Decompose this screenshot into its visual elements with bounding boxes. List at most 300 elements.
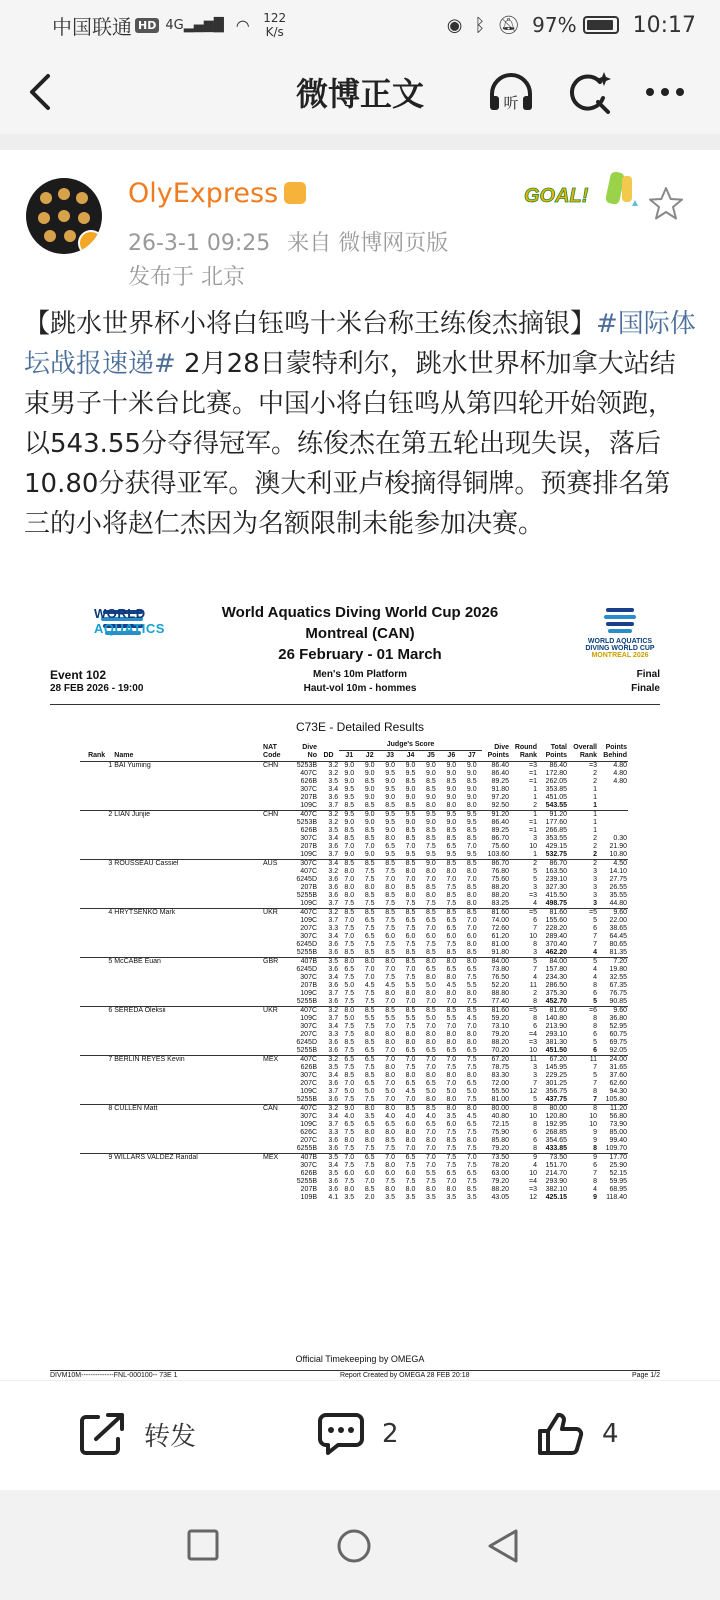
judge-7: 4.5 bbox=[466, 1113, 477, 1120]
repost-icon bbox=[78, 1411, 128, 1457]
judge-4: 6.5 bbox=[400, 1154, 420, 1163]
judge-2: 6.5 bbox=[364, 933, 375, 940]
svg-text:听: 听 bbox=[503, 94, 519, 112]
overall-rank: 5 bbox=[568, 958, 598, 967]
bluetooth-icon: ᛒ bbox=[474, 14, 486, 36]
nat-code: CAN bbox=[262, 1105, 292, 1114]
dd: 3.3 bbox=[328, 1031, 339, 1038]
rank-cell bbox=[80, 1072, 113, 1080]
dd: 3.2 bbox=[318, 909, 339, 918]
rank-cell bbox=[80, 998, 113, 1007]
judge-3: 5.5 bbox=[385, 1015, 395, 1022]
judge-5: 8.0 bbox=[426, 1137, 436, 1144]
judge-1: 7.0 bbox=[344, 843, 355, 850]
total-points: 155.60 bbox=[545, 917, 567, 924]
nat-code bbox=[262, 778, 292, 786]
dd: 3.6 bbox=[328, 1096, 339, 1103]
judge-1: 9.0 bbox=[344, 778, 355, 785]
listen-icon[interactable] bbox=[486, 68, 536, 118]
round-rank: 1 bbox=[533, 851, 537, 858]
points-behind: 9.60 bbox=[598, 909, 628, 918]
rank-cell bbox=[80, 1039, 113, 1047]
overall-rank: 6 bbox=[593, 1047, 597, 1054]
judge-3: 7.0 bbox=[385, 1080, 395, 1087]
judge-7: 8.0 bbox=[462, 1105, 482, 1114]
nat-code bbox=[262, 1170, 292, 1178]
rank-cell bbox=[80, 843, 113, 851]
athlete-name bbox=[113, 892, 262, 900]
dive-points: 91.80 bbox=[491, 949, 509, 956]
judge-4: 7.5 bbox=[405, 974, 416, 981]
post-content: 2月28日蒙特利尔，跳水世界杯加拿大站结束男子十米台比赛。中国小将白钰鸣从第四轮开始领跑，以543.55分夺得冠军。练俊杰在第五轮出现失误，落后10.80分获得亚军。澳大利亚卢梭摘得铜牌。预赛排名第三的小将赵仁杰因为名额限制未能参加决赛。 bbox=[24, 349, 676, 539]
rank-cell: 3 bbox=[80, 860, 113, 869]
rank-cell bbox=[80, 917, 113, 925]
judge-4: 8.5 bbox=[400, 1007, 420, 1016]
judge-6: 7.5 bbox=[446, 941, 457, 948]
favorite-star-icon[interactable] bbox=[646, 184, 686, 224]
overall-rank: 3 bbox=[593, 884, 597, 891]
judge-4: 8.5 bbox=[405, 827, 416, 834]
repost-label: 转发 bbox=[144, 1421, 197, 1452]
competition-dates: 26 February - 01 March bbox=[278, 646, 442, 663]
judge-3: 7.5 bbox=[385, 868, 395, 875]
judge-7: 8.5 bbox=[466, 949, 477, 956]
dive-no: 307C bbox=[300, 786, 318, 793]
points-behind: 105.80 bbox=[605, 1096, 627, 1103]
judge-5: 9.5 bbox=[421, 811, 441, 820]
table-row bbox=[80, 941, 628, 949]
comment-button[interactable] bbox=[316, 1411, 399, 1457]
round-rank: 12 bbox=[529, 1194, 537, 1201]
judge-2: 5.5 bbox=[364, 1015, 375, 1022]
round-rank: 10 bbox=[529, 933, 537, 940]
dd: 3.2 bbox=[328, 868, 339, 875]
nat-code bbox=[262, 1186, 292, 1194]
points-behind: 22.00 bbox=[609, 917, 627, 924]
rank-cell bbox=[80, 770, 113, 778]
dive-points: 81.60 bbox=[482, 909, 510, 918]
judge-7: 8.5 bbox=[466, 884, 477, 891]
dive-points: 81.00 bbox=[491, 1096, 509, 1103]
round-rank: 6 bbox=[533, 1023, 537, 1030]
dd: 3.7 bbox=[328, 900, 339, 907]
judge-2: 8.5 bbox=[364, 949, 375, 956]
round-rank: 5 bbox=[533, 1096, 537, 1103]
dive-no: 307C bbox=[300, 1072, 318, 1079]
nat-code bbox=[262, 876, 292, 884]
judge-7: 7.0 bbox=[466, 925, 477, 932]
judge-5: 8.0 bbox=[426, 868, 436, 875]
rank-cell bbox=[80, 1031, 113, 1039]
nat-code bbox=[262, 819, 292, 827]
username[interactable] bbox=[128, 178, 306, 209]
judge-7: 9.0 bbox=[462, 762, 482, 771]
judge-1: 9.0 bbox=[344, 770, 355, 777]
battery-icon bbox=[583, 16, 619, 34]
points-behind: 0.30 bbox=[613, 835, 627, 842]
dd: 3.6 bbox=[328, 1178, 339, 1185]
judge-4: 8.5 bbox=[400, 860, 420, 869]
org-name-line1: WORLD bbox=[94, 606, 146, 621]
dive-points: 86.70 bbox=[482, 860, 510, 869]
judge-7: 9.5 bbox=[466, 819, 477, 826]
judge-3: 8.0 bbox=[385, 1129, 395, 1136]
dd: 3.4 bbox=[318, 860, 339, 869]
judge-5: 3.5 bbox=[426, 1194, 436, 1201]
hashtag-link[interactable]: #国际体坛战报速递# bbox=[24, 309, 696, 379]
judge-3: 8.5 bbox=[385, 949, 395, 956]
nat-code bbox=[262, 892, 292, 900]
points-behind: 62.60 bbox=[609, 1080, 627, 1087]
nat-code: MEX bbox=[262, 1154, 292, 1163]
judge-7: 7.5 bbox=[466, 998, 477, 1005]
nat-code bbox=[262, 1064, 292, 1072]
rank-cell bbox=[80, 925, 113, 933]
col-rank: Rank bbox=[80, 740, 113, 762]
overall-rank: 4 bbox=[593, 966, 597, 973]
judge-4: 9.0 bbox=[405, 819, 416, 826]
rank-cell bbox=[80, 1113, 113, 1121]
judge-2: 7.5 bbox=[364, 868, 375, 875]
overall-rank: 3 bbox=[593, 868, 597, 875]
points-behind: 17.70 bbox=[598, 1154, 628, 1163]
judge-5: 4.0 bbox=[426, 1113, 436, 1120]
judge-4: 6.0 bbox=[405, 933, 416, 940]
judge-4: 8.0 bbox=[405, 1039, 416, 1046]
dd: 3.4 bbox=[328, 1162, 339, 1169]
round-rank: =1 bbox=[529, 827, 537, 834]
judge-5: 8.0 bbox=[426, 990, 436, 997]
dd: 3.5 bbox=[328, 1064, 339, 1071]
judge-5: 8.0 bbox=[426, 1031, 436, 1038]
nat-code bbox=[262, 1178, 292, 1186]
dive-points: 91.20 bbox=[482, 811, 510, 820]
judge-4: 7.5 bbox=[405, 941, 416, 948]
rank-cell bbox=[80, 1194, 113, 1202]
back-icon[interactable] bbox=[22, 70, 62, 114]
athlete-name: WILLARS VALDEZ Randal bbox=[113, 1154, 262, 1163]
judge-1: 8.0 bbox=[344, 884, 355, 891]
dive-points: 79.20 bbox=[491, 1145, 509, 1152]
dive-points: 79.20 bbox=[491, 1178, 509, 1185]
judge-2: 9.0 bbox=[364, 770, 375, 777]
round-rank: 2 bbox=[510, 860, 538, 869]
nav-bar bbox=[0, 50, 720, 134]
judge-3: 8.5 bbox=[385, 1137, 395, 1144]
dive-points: 72.00 bbox=[491, 1080, 509, 1087]
judge-6: 8.0 bbox=[446, 868, 457, 875]
rank-cell: 4 bbox=[80, 909, 113, 918]
round-rank: 8 bbox=[533, 1145, 537, 1152]
nat-code bbox=[262, 925, 292, 933]
dd: 3.4 bbox=[328, 1072, 339, 1079]
judge-7: 9.5 bbox=[466, 851, 477, 858]
nat-code: MEX bbox=[262, 1056, 292, 1065]
overall-rank: 8 bbox=[593, 1178, 597, 1185]
table-row bbox=[80, 1072, 628, 1080]
recent-apps-icon[interactable] bbox=[186, 1528, 220, 1562]
rank-cell bbox=[80, 876, 113, 884]
dive-no: 207B bbox=[300, 794, 318, 801]
overall-rank: 6 bbox=[593, 925, 597, 932]
points-behind: 69.75 bbox=[609, 1039, 627, 1046]
rank-cell bbox=[80, 835, 113, 843]
total-points: 163.50 bbox=[545, 868, 567, 875]
table-row bbox=[80, 1080, 628, 1088]
judge-7: 8.5 bbox=[466, 835, 477, 842]
judge-7: 6.5 bbox=[466, 1047, 477, 1054]
judge-5: 5.5 bbox=[426, 1170, 436, 1177]
total-points: 172.80 bbox=[545, 770, 567, 777]
athlete-name bbox=[113, 966, 262, 974]
points-behind: 94.30 bbox=[609, 1088, 627, 1095]
total-points: 462.20 bbox=[545, 949, 567, 956]
table-row bbox=[80, 1064, 628, 1072]
judge-3: 7.0 bbox=[380, 1154, 400, 1163]
athlete-name bbox=[113, 917, 262, 925]
overall-rank: 8 bbox=[593, 1088, 597, 1095]
judge-1: 9.5 bbox=[344, 786, 355, 793]
col-total: Total Points bbox=[538, 740, 568, 762]
points-behind: 67.35 bbox=[609, 982, 627, 989]
repost-button[interactable] bbox=[78, 1411, 196, 1457]
judge-6: 5.0 bbox=[446, 1088, 457, 1095]
dd: 3.3 bbox=[328, 1129, 339, 1136]
dd: 3.6 bbox=[328, 982, 339, 989]
judge-1: 7.5 bbox=[344, 990, 355, 997]
round-rank: 8 bbox=[533, 1015, 537, 1022]
dive-no: 5255B bbox=[296, 1178, 318, 1185]
dive-points: 40.80 bbox=[491, 1113, 509, 1120]
points-behind: 36.80 bbox=[609, 1015, 627, 1022]
athlete-name: BERLIN REYES Kevin bbox=[113, 1056, 262, 1065]
dive-no: 207B bbox=[300, 884, 318, 891]
overall-rank: 6 bbox=[593, 1031, 597, 1038]
dd: 3.5 bbox=[318, 1154, 339, 1163]
judge-6: 8.5 bbox=[441, 909, 461, 918]
athlete-name bbox=[113, 900, 262, 909]
overall-rank: 11 bbox=[568, 1056, 598, 1065]
total-points: 415.50 bbox=[545, 892, 567, 899]
overall-rank: 7 bbox=[593, 933, 597, 940]
judge-1: 8.5 bbox=[344, 802, 355, 809]
rank-cell bbox=[80, 1015, 113, 1023]
judge-4: 7.5 bbox=[405, 1178, 416, 1185]
round-rank: 8 bbox=[533, 941, 537, 948]
rank-cell bbox=[80, 827, 113, 835]
judge-1: 7.0 bbox=[344, 876, 355, 883]
judge-6: 7.5 bbox=[446, 1129, 457, 1136]
total-points: 73.50 bbox=[538, 1154, 568, 1163]
dive-points: 59.20 bbox=[491, 1015, 509, 1022]
judge-3: 7.0 bbox=[385, 1023, 395, 1030]
nat-code bbox=[262, 1080, 292, 1088]
overall-rank: 5 bbox=[593, 998, 597, 1005]
avatar[interactable] bbox=[26, 178, 102, 254]
judge-1: 8.0 bbox=[344, 868, 355, 875]
points-behind bbox=[598, 827, 628, 835]
judge-2: 8.5 bbox=[364, 892, 375, 899]
dive-no: 307C bbox=[300, 1162, 318, 1169]
dd: 3.5 bbox=[328, 827, 339, 834]
total-points: 177.60 bbox=[545, 819, 567, 826]
judge-1: 9.0 bbox=[339, 1105, 359, 1114]
judge-7: 7.5 bbox=[466, 1096, 477, 1103]
athlete-name bbox=[113, 827, 262, 835]
network-type: 4G bbox=[165, 17, 184, 33]
judge-4: 8.5 bbox=[405, 778, 416, 785]
dive-no: 307C bbox=[292, 860, 318, 869]
judge-1: 4.0 bbox=[344, 1113, 355, 1120]
judge-5: 7.0 bbox=[426, 876, 436, 883]
athlete-name bbox=[113, 876, 262, 884]
judge-6: 8.0 bbox=[446, 1039, 457, 1046]
round-rank: 1 bbox=[533, 794, 537, 801]
table-row bbox=[80, 1121, 628, 1129]
dive-points: 72.60 bbox=[491, 925, 509, 932]
dive-no: 307C bbox=[300, 1023, 318, 1030]
judge-4: 5.5 bbox=[405, 1015, 416, 1022]
diving-world-cup-logo-icon bbox=[600, 604, 640, 636]
dive-points: 74.00 bbox=[491, 917, 509, 924]
nat-code bbox=[262, 974, 292, 982]
total-points: 262.05 bbox=[545, 778, 567, 785]
dive-points: 81.60 bbox=[482, 1007, 510, 1016]
nat-code bbox=[262, 998, 292, 1007]
judge-6: 8.0 bbox=[441, 958, 461, 967]
judge-3: 9.5 bbox=[380, 811, 400, 820]
table-row bbox=[80, 998, 628, 1007]
judge-4: 7.0 bbox=[405, 998, 416, 1005]
nat-code bbox=[262, 786, 292, 794]
athlete-name bbox=[113, 1031, 262, 1039]
athlete-name: CULLEN Matt bbox=[113, 1105, 262, 1114]
rank-cell bbox=[80, 1064, 113, 1072]
dd: 3.2 bbox=[318, 762, 339, 771]
dive-no: 626B bbox=[300, 1064, 318, 1071]
rank-cell: 8 bbox=[80, 1105, 113, 1114]
search-icon[interactable] bbox=[566, 68, 612, 118]
judge-3: 7.0 bbox=[385, 966, 395, 973]
judge-5: 7.0 bbox=[426, 1145, 436, 1152]
round-rank: =3 bbox=[529, 1039, 537, 1046]
overall-rank: 2 bbox=[593, 778, 597, 785]
dd: 3.2 bbox=[328, 819, 339, 826]
dd: 3.7 bbox=[328, 1088, 339, 1095]
points-behind: 4.80 bbox=[613, 778, 627, 785]
username-text[interactable]: OlyExpress bbox=[128, 178, 279, 209]
dive-points: 80.00 bbox=[482, 1105, 510, 1114]
rank-cell bbox=[80, 1186, 113, 1194]
judge-6: 6.0 bbox=[446, 1121, 457, 1128]
post-headline: 【跳水世界杯小将白钰鸣十米台称王练俊杰摘银】 bbox=[24, 309, 597, 339]
dd: 3.6 bbox=[328, 941, 339, 948]
table-row bbox=[80, 876, 628, 884]
round-rank: 3 bbox=[533, 1064, 537, 1071]
results-document-image[interactable] bbox=[30, 596, 690, 1378]
col-dd: DD bbox=[318, 740, 339, 762]
judge-1: 7.5 bbox=[344, 1162, 355, 1169]
dive-points: 86.40 bbox=[482, 762, 510, 771]
dive-no: 407C bbox=[292, 1056, 318, 1065]
total-points: 268.85 bbox=[545, 1129, 567, 1136]
rank-cell: 1 bbox=[80, 762, 113, 771]
judge-6: 7.0 bbox=[446, 1080, 457, 1087]
round-rank: 7 bbox=[533, 1080, 537, 1087]
athlete-name bbox=[113, 851, 262, 860]
comment-icon bbox=[316, 1411, 366, 1457]
action-bar bbox=[0, 1380, 720, 1490]
judge-4: 7.5 bbox=[405, 1064, 416, 1071]
judge-5: 6.5 bbox=[426, 917, 436, 924]
judge-2: 8.5 bbox=[364, 835, 375, 842]
points-behind: 118.40 bbox=[606, 1194, 627, 1201]
round-rank: =4 bbox=[529, 1178, 537, 1185]
total-points: 353.85 bbox=[545, 786, 567, 793]
more-icon[interactable] bbox=[640, 72, 690, 112]
table-row bbox=[80, 1039, 628, 1047]
header-rule bbox=[50, 704, 660, 705]
like-count: 4 bbox=[602, 1419, 619, 1449]
judge-5: 7.0 bbox=[426, 1129, 436, 1136]
footer-page: Page 1/2 bbox=[631, 1372, 660, 1379]
round-rank: =3 bbox=[510, 762, 538, 771]
round-rank: 11 bbox=[510, 1056, 538, 1065]
overall-rank: 7 bbox=[593, 1080, 597, 1087]
rank-cell bbox=[80, 990, 113, 998]
dive-points: 79.20 bbox=[491, 1031, 509, 1038]
dive-points: 88.80 bbox=[491, 990, 509, 997]
points-behind: 85.00 bbox=[609, 1129, 627, 1136]
judge-1: 9.0 bbox=[339, 762, 359, 771]
dd: 3.5 bbox=[328, 778, 339, 785]
judge-1: 8.5 bbox=[344, 949, 355, 956]
nat-code bbox=[262, 794, 292, 802]
judge-1: 9.5 bbox=[339, 811, 359, 820]
athlete-name bbox=[113, 941, 262, 949]
col-j7: J7 bbox=[462, 751, 482, 762]
judge-1: 6.5 bbox=[339, 1056, 359, 1065]
table-row bbox=[80, 819, 628, 827]
judge-7: 8.0 bbox=[466, 802, 477, 809]
athlete-name bbox=[113, 794, 262, 802]
round-rank: =1 bbox=[529, 819, 537, 826]
judge-3: 7.0 bbox=[385, 1096, 395, 1103]
dive-no: 6245D bbox=[296, 966, 318, 973]
col-j1: J1 bbox=[339, 751, 359, 762]
judge-1: 8.5 bbox=[344, 827, 355, 834]
dive-points: 103.60 bbox=[487, 851, 509, 858]
back-nav-icon[interactable] bbox=[486, 1528, 520, 1564]
total-points: 381.30 bbox=[545, 1039, 567, 1046]
judge-4: 5.5 bbox=[405, 982, 416, 989]
like-button[interactable] bbox=[536, 1411, 619, 1457]
overall-rank: 2 bbox=[568, 860, 598, 869]
home-icon[interactable] bbox=[336, 1528, 372, 1564]
judge-2: 9.0 bbox=[364, 819, 375, 826]
rank-cell bbox=[80, 819, 113, 827]
overall-rank: 3 bbox=[593, 876, 597, 883]
total-points: 354.65 bbox=[545, 1137, 567, 1144]
round-rank: 12 bbox=[529, 1088, 537, 1095]
dive-no: 5253B bbox=[296, 819, 318, 826]
thumbs-up-icon bbox=[536, 1411, 586, 1457]
judge-6: 3.5 bbox=[446, 1113, 457, 1120]
judge-4: 7.0 bbox=[405, 876, 416, 883]
athlete-name bbox=[113, 884, 262, 892]
judge-7: 8.0 bbox=[462, 958, 482, 967]
judge-7: 7.5 bbox=[462, 1056, 482, 1065]
